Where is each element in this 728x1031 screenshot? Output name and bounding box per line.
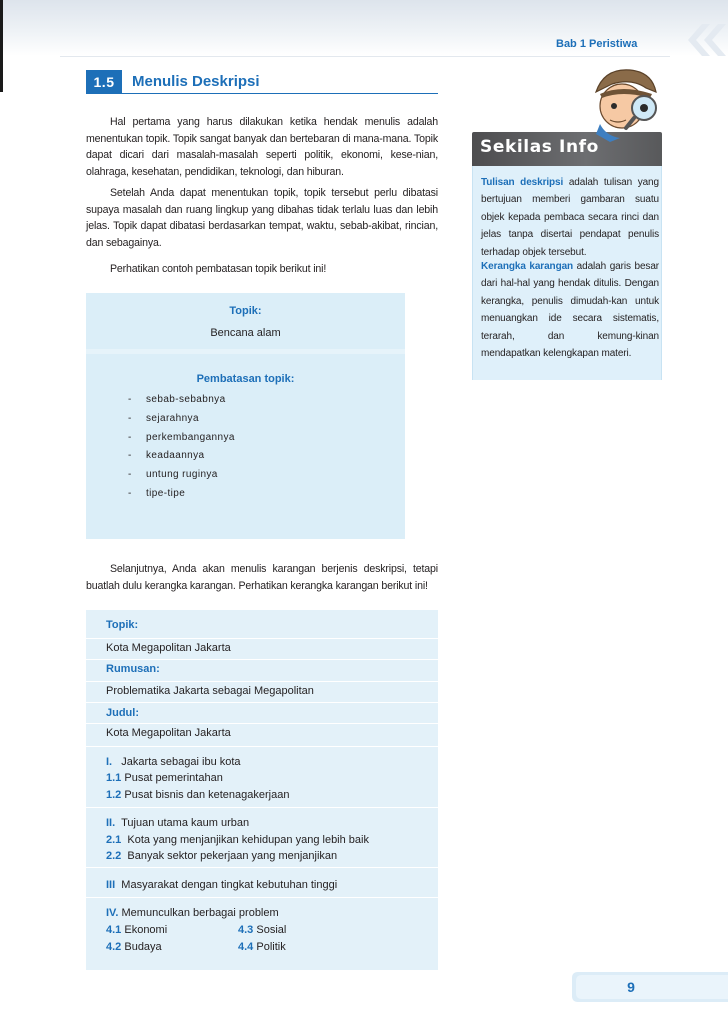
paragraph-3-text: Perhatikan contoh pembatasan topik berikut ini!: [110, 263, 327, 275]
header-divider: [60, 56, 670, 57]
outline-judul-label-text: Judul:: [106, 707, 139, 719]
outline-divider: [86, 638, 438, 639]
outline-section-4-row-a: [106, 923, 426, 937]
list-item: [128, 485, 235, 504]
outline-text: Ekonomi: [124, 924, 168, 936]
list-item-text: untung ruginya: [146, 469, 218, 481]
outline-judul-value: Kota Megapolitan Jakarta: [106, 727, 231, 739]
outline-num: 2.2: [106, 850, 122, 862]
outline-col2: [238, 923, 286, 937]
paragraph-1-text: Hal pertama yang harus dilakukan ketika hendak menulis adalah menentukan topik. Topik sangat banyak dan bertebaran di mana-mana. Topik dapat dicari dari masalah-masalah seperti politik, ekonomi, kese-nian, olahraga, kesehatan, pendidikan, teknologi, dan hiburan.: [86, 116, 438, 178]
sidebar-term: Kerangka karangan: [481, 261, 574, 272]
outline-divider: [86, 867, 438, 868]
outline-judul-label: [106, 706, 139, 720]
list-item-text: tipe-tipe: [146, 487, 186, 499]
outline-divider: [86, 702, 438, 703]
list-item: [128, 466, 235, 485]
sidebar-paragraph-1: [481, 174, 659, 261]
paragraph-2-text: Setelah Anda dapat menentukan topik, topik tersebut perlu dibatasi supaya masalah dan ruang lingkup yang dibahas tidak terlalu luas dan lebih jelas. Topik dapat dibatasi berdasarkan tempat, waktu, sebab-akibat, rincian, dan sebagainya.: [86, 187, 438, 249]
topic-band: [86, 293, 405, 349]
outline-num: 4.2: [106, 941, 122, 953]
outline-section-1-1: [106, 771, 223, 785]
sidebar-term: Tulisan deskripsi: [481, 177, 564, 188]
outline-num: 4.3: [238, 924, 254, 936]
outline-num: 2.1: [106, 834, 122, 846]
outline-section-4-row-b: [106, 940, 426, 954]
outline-num: II.: [106, 817, 116, 829]
outline-section-4: [106, 906, 279, 920]
section-title: Menulis Deskripsi: [132, 73, 260, 90]
mascot-detective-icon: [586, 62, 668, 142]
sidebar-paragraph-2: [481, 258, 659, 362]
outline-text: Budaya: [124, 941, 162, 953]
outline-divider: [86, 723, 438, 724]
outline-rumusan-label: [106, 662, 160, 676]
outline-text: Tujuan utama kaum urban: [121, 817, 250, 829]
outline-section-1-2: [106, 788, 289, 802]
outline-text: Masyarakat dengan tingkat kebutuhan tinggi: [121, 879, 338, 891]
outline-rumusan-label-text: Rumusan:: [106, 663, 160, 675]
page-edge-marker: [0, 0, 3, 92]
outline-num: III: [106, 879, 116, 891]
section-underline: [122, 93, 438, 94]
outline-topik-label: [106, 618, 138, 632]
outline-num: IV.: [106, 907, 119, 919]
list-dash: -: [128, 431, 132, 443]
outline-text: Memunculkan berbagai problem: [121, 907, 279, 919]
outline-num: 1.1: [106, 772, 122, 784]
paragraph-2: [86, 185, 438, 251]
outline-box: [86, 610, 438, 970]
outline-divider: [86, 897, 438, 898]
chapter-label: Bab 1 Peristiwa: [556, 38, 638, 50]
list-item: [128, 429, 235, 448]
outline-num: 1.2: [106, 789, 122, 801]
outline-divider: [86, 659, 438, 660]
outline-text: Sosial: [256, 924, 287, 936]
outline-rumusan-value: Problematika Jakarta sebagai Megapolitan: [106, 685, 314, 697]
page-number-container: [572, 972, 728, 1002]
outline-num: I.: [106, 756, 113, 768]
list-dash: -: [128, 412, 132, 424]
list-dash: -: [128, 469, 132, 481]
limit-list: [128, 391, 235, 504]
chevron-left-icon: [672, 20, 728, 60]
sidebar-title: Sekilas Info: [480, 137, 599, 157]
outline-section-2: [106, 816, 249, 830]
paragraph-3: [86, 261, 438, 278]
outline-topik-label-text: Topik:: [106, 619, 139, 631]
topic-label: Topik:: [229, 305, 262, 317]
list-item-text: perkembangannya: [146, 431, 235, 443]
list-dash: -: [128, 450, 132, 462]
paragraph-4-text: Selanjutnya, Anda akan menulis karangan berjenis deskripsi, tetapi buatlah dulu kerangka karangan. Perhatikan kerangka karangan berikut ini!: [86, 563, 438, 592]
outline-text: Pusat bisnis dan ketenagakerjaan: [124, 789, 290, 801]
outline-col2: [238, 940, 286, 954]
outline-num: 4.4: [238, 941, 254, 953]
limit-label: Pembatasan topik:: [196, 373, 295, 385]
outline-text: Politik: [256, 941, 286, 953]
page-number: 9: [627, 979, 635, 995]
outline-num: 4.1: [106, 924, 122, 936]
topic-limitation-box: [86, 293, 405, 539]
sidebar-body: [472, 144, 662, 380]
list-item: [128, 410, 235, 429]
section-number: 1.5: [86, 70, 122, 94]
list-dash: -: [128, 394, 132, 405]
list-item: [128, 391, 235, 410]
outline-text: Pusat pemerintahan: [124, 772, 223, 784]
outline-topik-value: Kota Megapolitan Jakarta: [106, 642, 231, 654]
list-item-text: keadaannya: [146, 450, 205, 462]
outline-text: Jakarta sebagai ibu kota: [121, 756, 241, 768]
list-item: [128, 447, 235, 466]
outline-text: Banyak sektor pekerjaan yang menjanjikan: [127, 850, 338, 862]
paragraph-1: [86, 114, 438, 180]
outline-section-2-2: [106, 849, 337, 863]
outline-section-2-1: [106, 833, 369, 847]
outline-section-1: [106, 755, 241, 769]
outline-divider: [86, 807, 438, 808]
paragraph-4: [86, 561, 438, 594]
sidebar-text: adalah tulisan yang bertujuan memberi gambaran suatu objek kepada pembaca secara rinci dan jelas tanpa disertai pendapat penulis terhadap objek tersebut.: [481, 177, 659, 258]
list-item-text: sejarahnya: [146, 412, 199, 424]
list-dash: -: [128, 487, 132, 499]
sidebar-text: adalah garis besar dari hal-hal yang hendak ditulis. Dengan kerangka, penulis dimudah-kan untuk menuangkan ide secara sistematis, terarah, dan kemung-kinan mendapatkan kelengkapan materi.: [481, 261, 660, 360]
topic-value: Bencana alam: [210, 327, 281, 339]
list-item-text: sebab-sebabnya: [146, 394, 226, 405]
outline-text: Kota yang menjanjikan kehidupan yang lebih baik: [127, 834, 369, 846]
outline-section-3: [106, 878, 337, 892]
section-heading: [86, 70, 438, 94]
outline-divider: [86, 681, 438, 682]
outline-divider: [86, 746, 438, 747]
